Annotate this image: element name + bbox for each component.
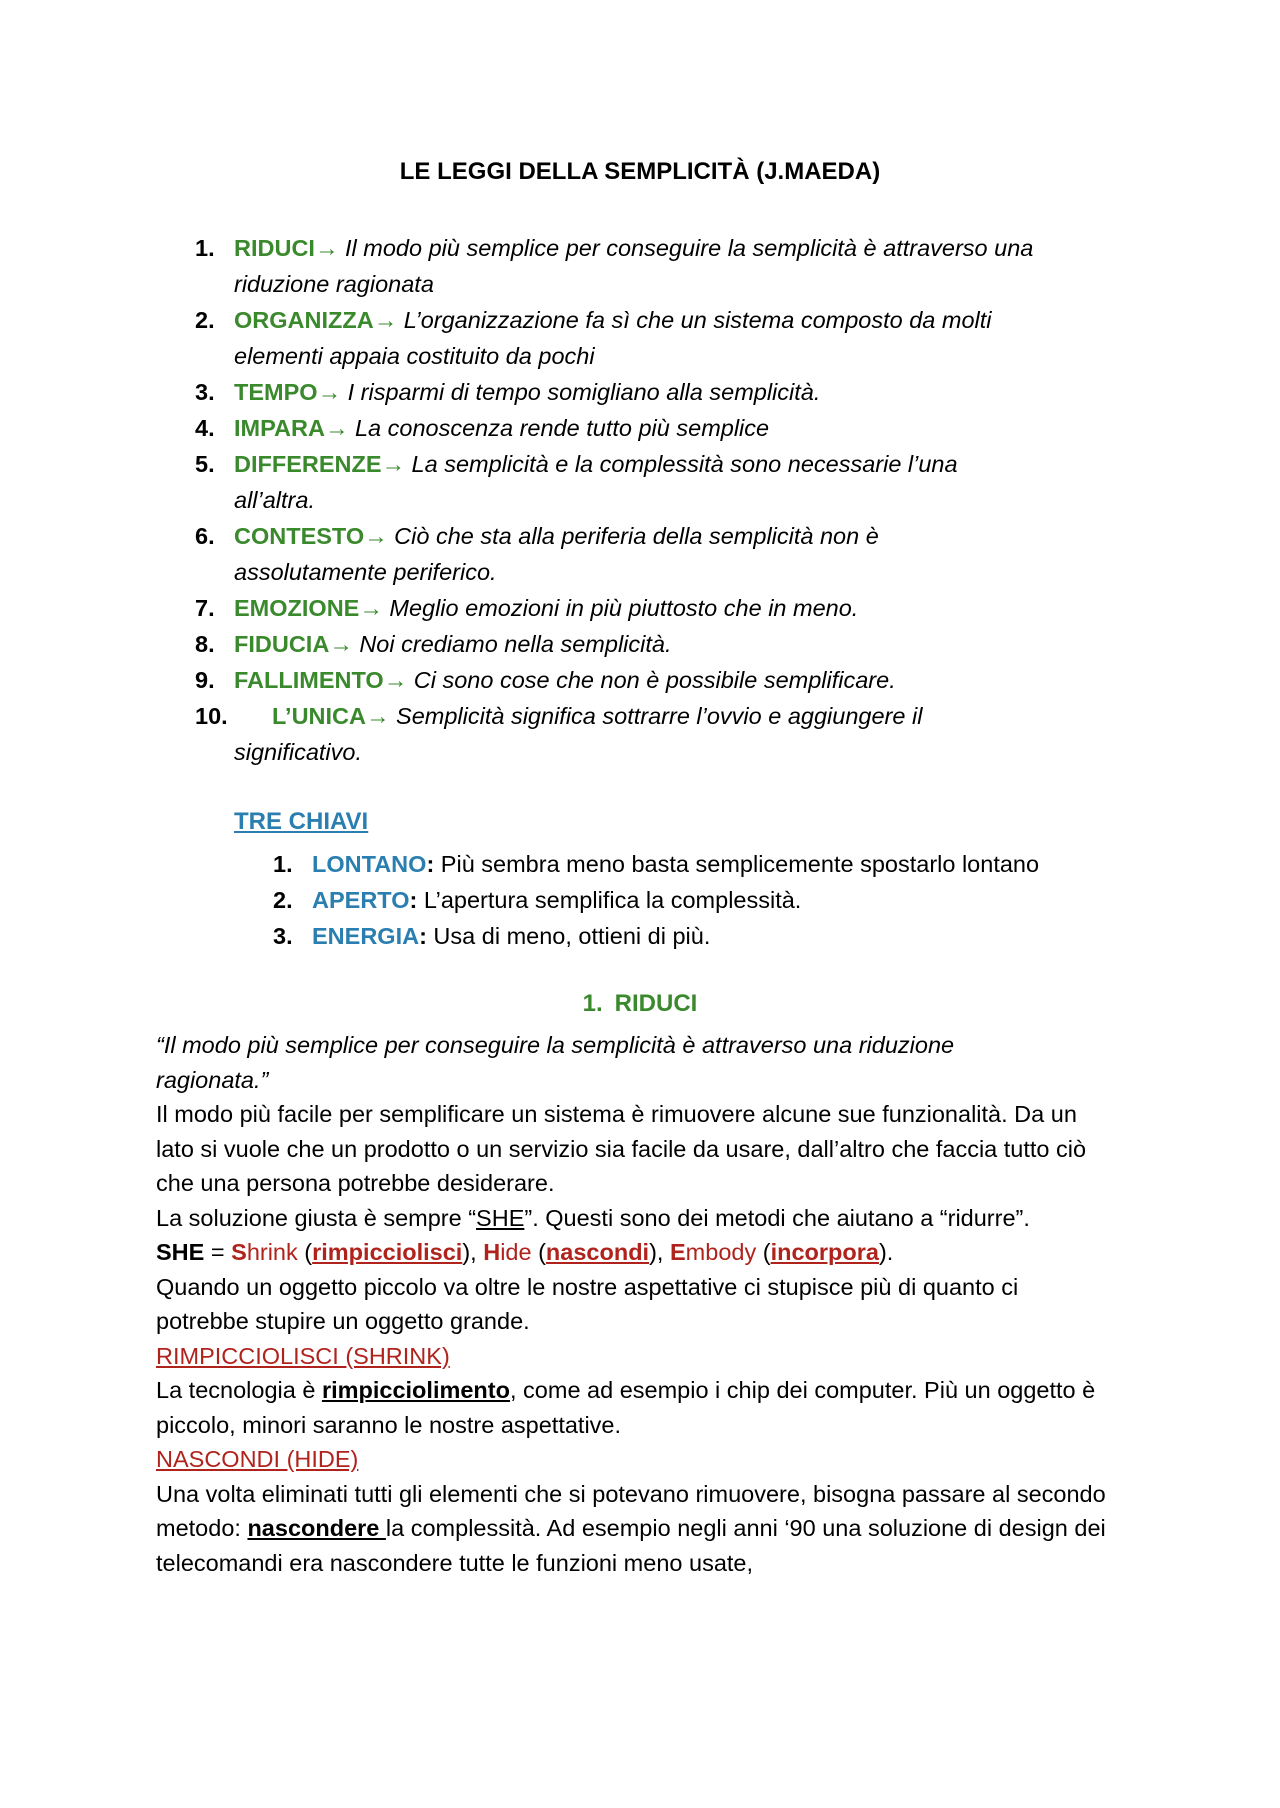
law-text: Noi crediamo nella semplicità. <box>352 631 672 657</box>
hide-heading: NASCONDI (HIDE) <box>156 1446 359 1472</box>
law-text-cont: significativo. <box>234 739 362 765</box>
hide-paragraph: Una volta eliminati tutti gli elementi che si potevano rimuovere, bisogna passare al secondo metodo: nascondere la complessità. Ad esempio negli anni ‘90 una soluzione di design dei telecomandi era nascondere tutte le funzioni meno usate, <box>156 1480 1106 1576</box>
law-name: RIDUCI <box>234 235 315 261</box>
key-item: 2. APERTO: L’apertura semplifica la complessità. <box>270 882 1039 918</box>
law-number: 7. <box>195 595 215 621</box>
page-title: LE LEGGI DELLA SEMPLICITÀ (J.MAEDA) <box>399 158 881 185</box>
key-number: 2. <box>273 887 293 913</box>
key-name: APERTO <box>312 887 410 913</box>
law-text: Ci sono cose che non è possibile semplificare. <box>407 667 896 693</box>
law-name: ORGANIZZA <box>234 307 374 333</box>
law-name: TEMPO <box>234 379 318 405</box>
paragraph: La soluzione giusta è sempre “SHE”. Questi sono dei metodi che aiutano a “ridurre”. <box>156 1204 1030 1231</box>
key-name: ENERGIA <box>312 923 420 949</box>
law-text: Il modo più semplice per conseguire la semplicità è attraverso una <box>338 235 1034 261</box>
law-item <box>190 446 1150 518</box>
key-text: Più sembra meno basta semplicemente spostarlo lontano <box>434 851 1040 877</box>
law-number: 5. <box>195 451 215 477</box>
arrow-icon: → <box>366 703 390 729</box>
arrow-icon: → <box>317 379 342 405</box>
law-number: 1. <box>195 235 215 261</box>
arrow-icon: → <box>359 595 383 621</box>
law-text-cont: riduzione ragionata <box>234 271 434 297</box>
law-number: 4. <box>195 415 215 441</box>
law-item <box>190 662 1150 698</box>
keys-list <box>270 846 1039 954</box>
arrow-icon: → <box>329 631 353 657</box>
law-number: 10. <box>195 703 228 729</box>
arrow-icon: → <box>383 667 408 693</box>
keys-heading: TRE CHIAVI <box>234 808 369 835</box>
law-text: Meglio emozioni in più piuttosto che in meno. <box>382 595 859 621</box>
law-text: I risparmi di tempo somigliano alla semplicità. <box>341 379 821 405</box>
law-item <box>190 626 1150 662</box>
key-number: 3. <box>273 923 293 949</box>
law-item <box>190 590 1150 626</box>
key-name: LONTANO <box>312 851 427 877</box>
she-link: SHE <box>476 1204 525 1231</box>
law-number: 2. <box>195 307 215 333</box>
law-name: FALLIMENTO <box>234 667 384 693</box>
law-number: 8. <box>195 631 215 657</box>
law-item <box>190 230 1150 302</box>
arrow-icon: → <box>381 451 406 477</box>
law-text: L’organizzazione fa sì che un sistema composto da molti <box>397 307 992 333</box>
key-text: L’apertura semplifica la complessità. <box>417 887 802 913</box>
paragraph: Quando un oggetto piccolo va oltre le nostre aspettative ci stupisce più di quanto ci potrebbe stupire un oggetto grande. <box>156 1273 1019 1334</box>
section-body <box>156 1028 1116 1580</box>
law-item <box>190 698 1150 770</box>
law-number: 9. <box>195 667 215 693</box>
arrow-icon: → <box>364 523 388 549</box>
key-item: 1. LONTANO: Più sembra meno basta semplicemente spostarlo lontano <box>270 846 1039 882</box>
arrow-icon: → <box>373 307 398 333</box>
law-text-cont: elementi appaia costituito da pochi <box>234 343 595 369</box>
law-name: L’UNICA <box>272 703 366 729</box>
shrink-paragraph: La tecnologia è rimpicciolimento, come ad esempio i chip dei computer. Più un oggetto è piccolo, minori saranno le nostre aspettative. <box>156 1377 1096 1438</box>
arrow-icon: → <box>314 235 339 261</box>
paragraph: Il modo più facile per semplificare un sistema è rimuovere alcune sue funzionalità. Da un lato si vuole che un prodotto o un servizio sia facile da usare, dall’altro che faccia tutto ciò che una persona potrebbe desiderare. <box>156 1101 1087 1196</box>
section-number: 1. <box>582 990 603 1017</box>
law-item <box>190 302 1150 374</box>
key-number: 1. <box>273 851 293 877</box>
section-title: RIDUCI <box>614 990 698 1017</box>
law-item <box>190 410 1150 446</box>
law-number: 3. <box>195 379 215 405</box>
key-text: Usa di meno, ottieni di più. <box>426 923 711 949</box>
section-heading <box>0 990 1280 1018</box>
law-name: DIFFERENZE <box>234 451 382 477</box>
law-text: La semplicità e la complessità sono necessarie l’una <box>405 451 958 477</box>
law-item <box>190 518 1150 590</box>
arrow-icon: → <box>324 415 349 441</box>
law-text-cont: all’altra. <box>234 487 315 513</box>
law-name: CONTESTO <box>234 523 365 549</box>
law-text: Semplicità significa sottrarre l’ovvio e aggiungere il <box>389 703 923 729</box>
shrink-heading: RIMPICCIOLISCI (SHRINK) <box>156 1342 450 1369</box>
law-number: 6. <box>195 523 215 549</box>
she-definition: SHE = Shrink (rimpicciolisci), Hide (nascondi), Embody (incorpora). <box>156 1239 894 1265</box>
section-quote: “Il modo più semplice per conseguire la semplicità è attraverso una riduzione ragionata.” <box>156 1032 955 1093</box>
law-text: La conoscenza rende tutto più semplice <box>348 415 770 441</box>
law-name: EMOZIONE <box>234 595 360 621</box>
key-item: 3. ENERGIA: Usa di meno, ottieni di più. <box>270 918 1039 954</box>
law-item <box>190 374 1150 410</box>
law-text: Ciò che sta alla periferia della semplicità non è <box>387 523 879 549</box>
law-text-cont: assolutamente periferico. <box>234 559 497 585</box>
laws-list <box>190 230 1150 770</box>
law-name: FIDUCIA <box>234 631 330 657</box>
law-name: IMPARA <box>234 415 325 441</box>
